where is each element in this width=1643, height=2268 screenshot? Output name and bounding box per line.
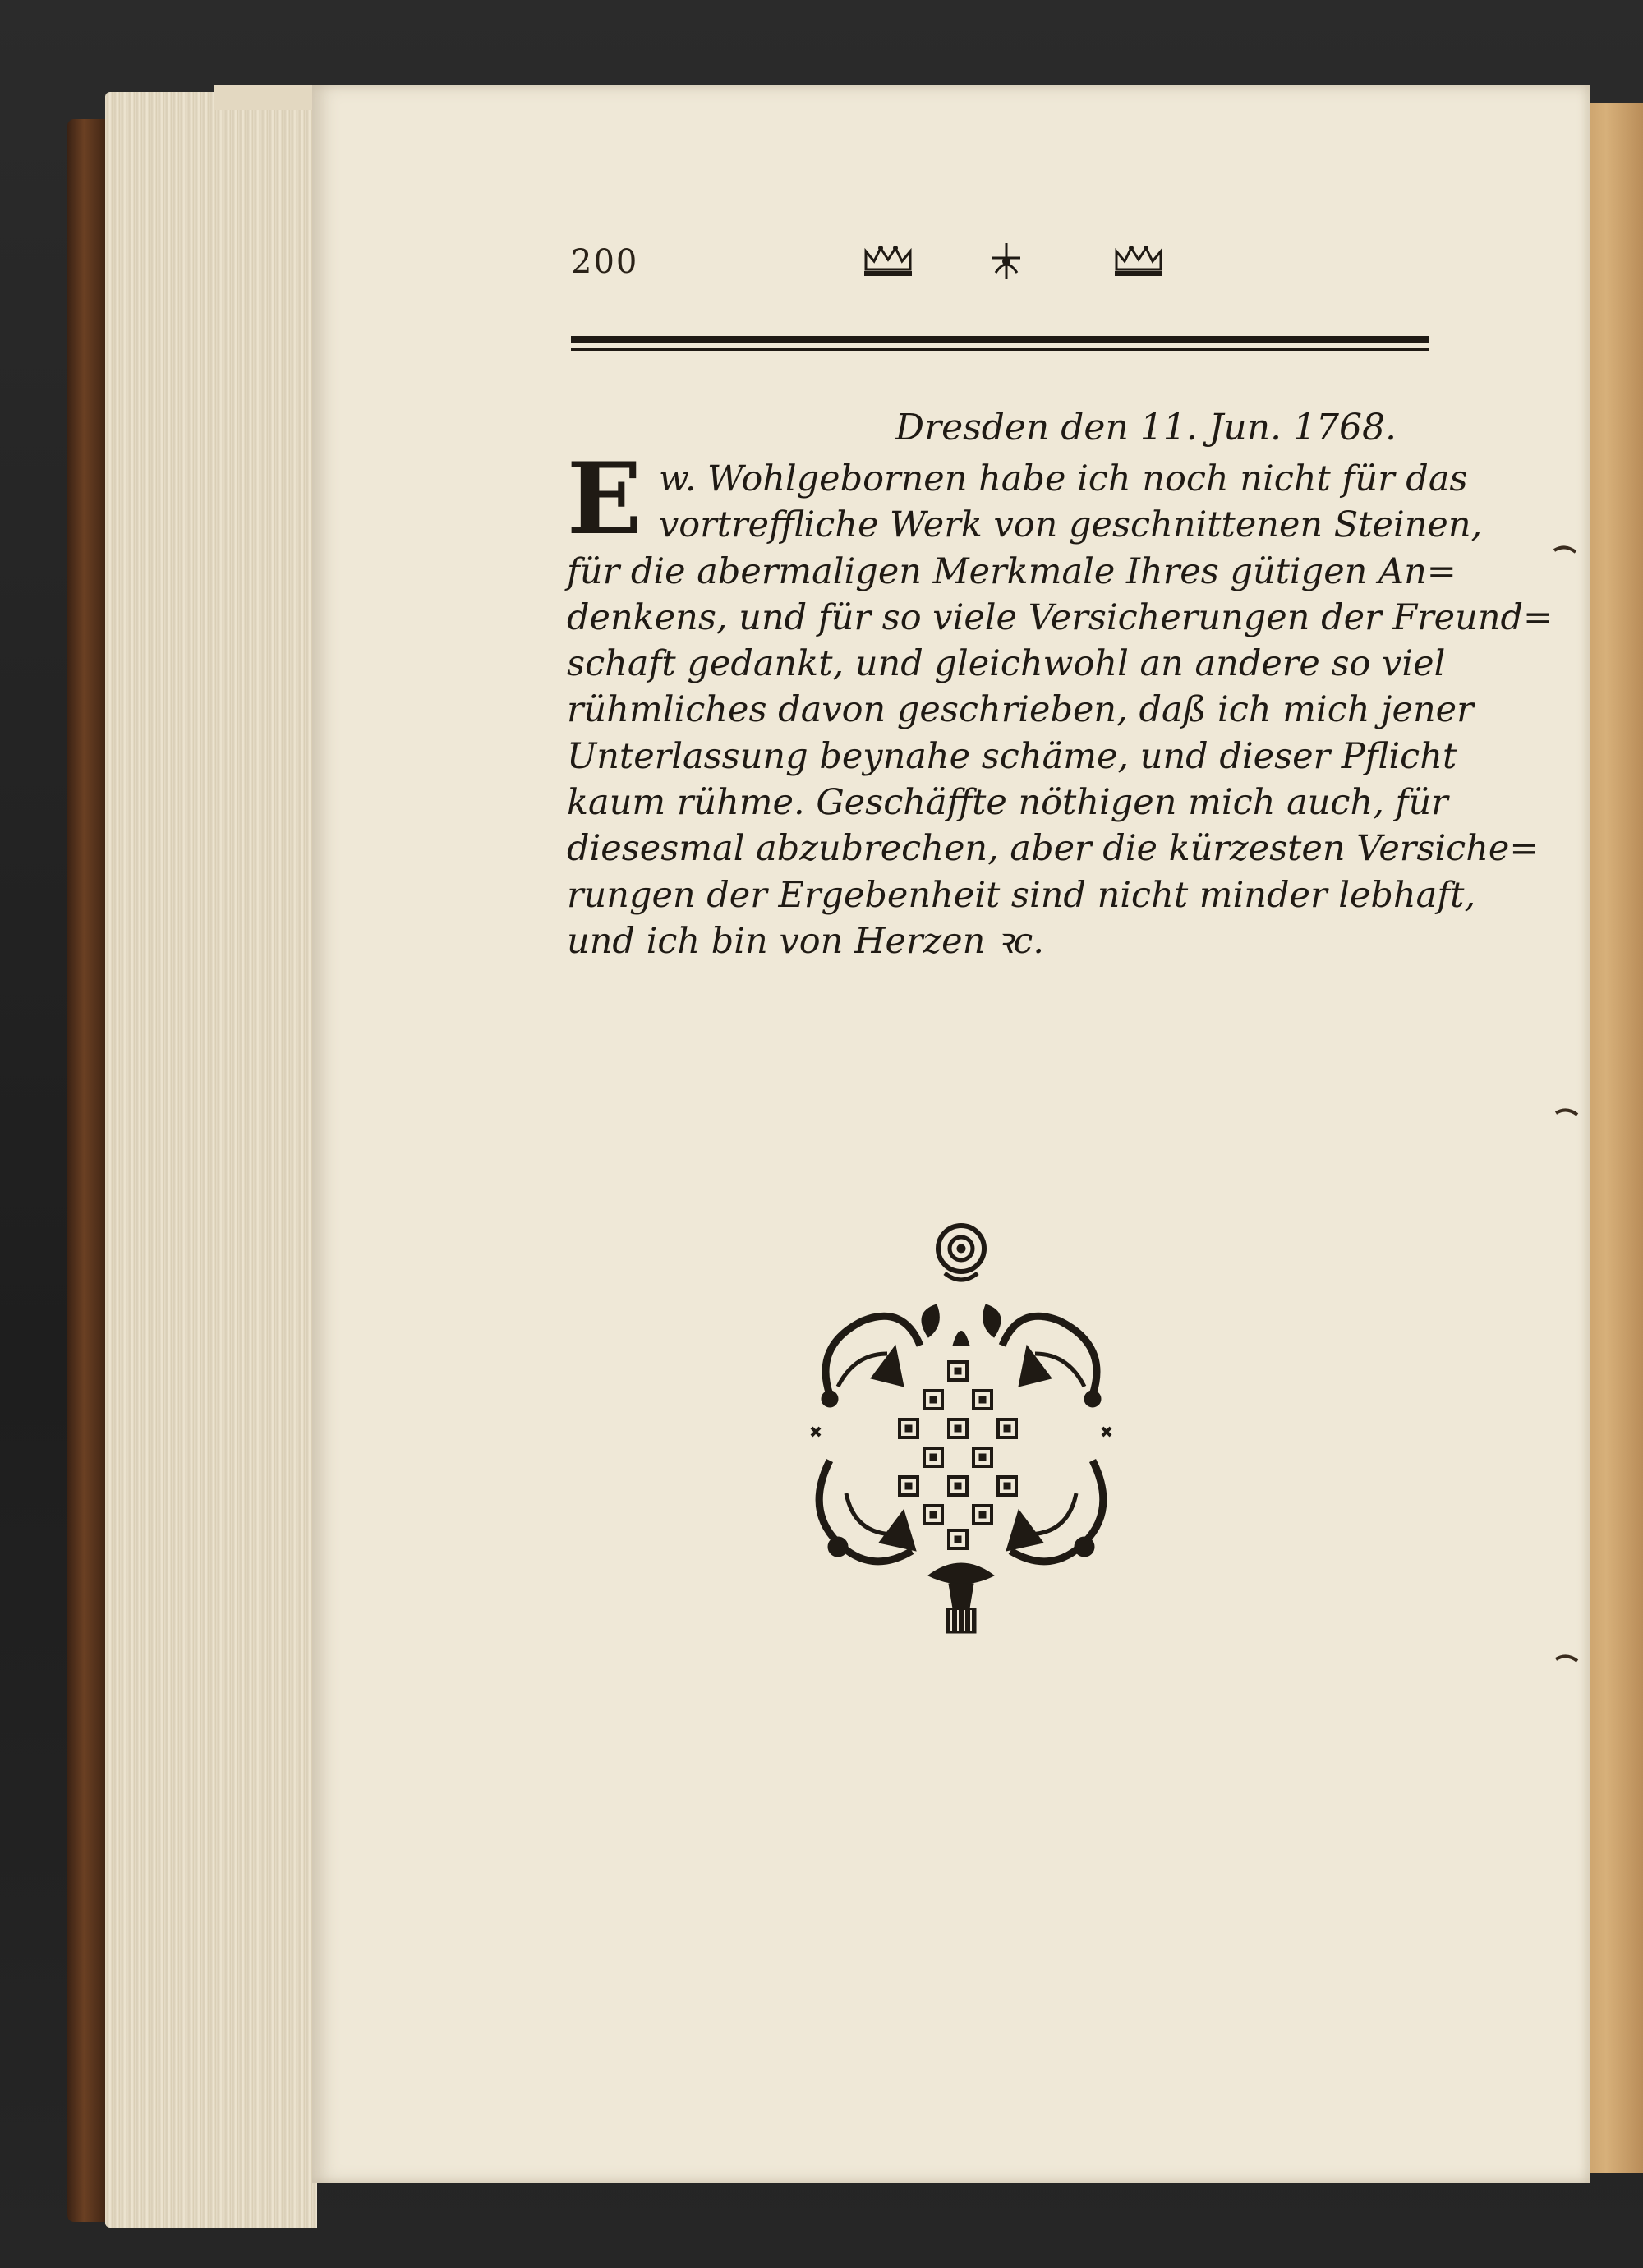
text-line: Unterlassung beynahe schäme, und dieser Pflicht bbox=[567, 735, 1457, 777]
letter-body bbox=[567, 456, 1553, 964]
drop-cap: E bbox=[567, 441, 642, 557]
binding-thread-mark bbox=[1554, 1651, 1579, 1668]
page-block-top bbox=[214, 85, 329, 110]
crown-icon bbox=[1113, 245, 1164, 279]
text-line: und ich bin von Herzen ꝛc. bbox=[567, 920, 1045, 962]
binding-thread-mark bbox=[1554, 1105, 1579, 1121]
binding-thread-mark bbox=[1553, 542, 1577, 559]
cover-board-right bbox=[1581, 103, 1643, 2173]
header-rule-thick bbox=[571, 336, 1429, 343]
crown-icon bbox=[863, 245, 914, 279]
page-block-edges bbox=[105, 92, 317, 2228]
letter-dateline: Dresden den 11. Jun. 1768. bbox=[895, 407, 1397, 449]
text-line: rühmliches davon geschrieben, daß ich mich jener bbox=[567, 689, 1474, 731]
running-head bbox=[571, 243, 1434, 292]
star-icon bbox=[986, 240, 1027, 289]
text-line: rungen der Ergebenheit sind nicht minder lebhaft, bbox=[567, 874, 1476, 916]
text-line: kaum rühme. Geschäffte nöthigen mich auch, für bbox=[567, 782, 1448, 824]
page-number: 200 bbox=[571, 243, 639, 281]
book-page bbox=[312, 85, 1590, 2183]
text-line: diesesmal abzubrechen, aber die kürzesten Versiche= bbox=[567, 828, 1539, 870]
text-line: schaft gedankt, und gleichwohl an andere so viel bbox=[567, 643, 1446, 685]
text-line: vortreffliche Werk von geschnittenen Steinen, bbox=[659, 504, 1483, 546]
text-line: denkens, und für so viele Versicherungen der Freund= bbox=[567, 596, 1553, 638]
text-line: w. Wohlgebornen habe ich noch nicht für das bbox=[659, 458, 1468, 499]
header-rule-thin bbox=[571, 348, 1429, 351]
text-line: für die abermaligen Merkmale Ihres gütigen An= bbox=[567, 550, 1457, 592]
floral-vignette-icon bbox=[805, 1222, 1117, 1637]
